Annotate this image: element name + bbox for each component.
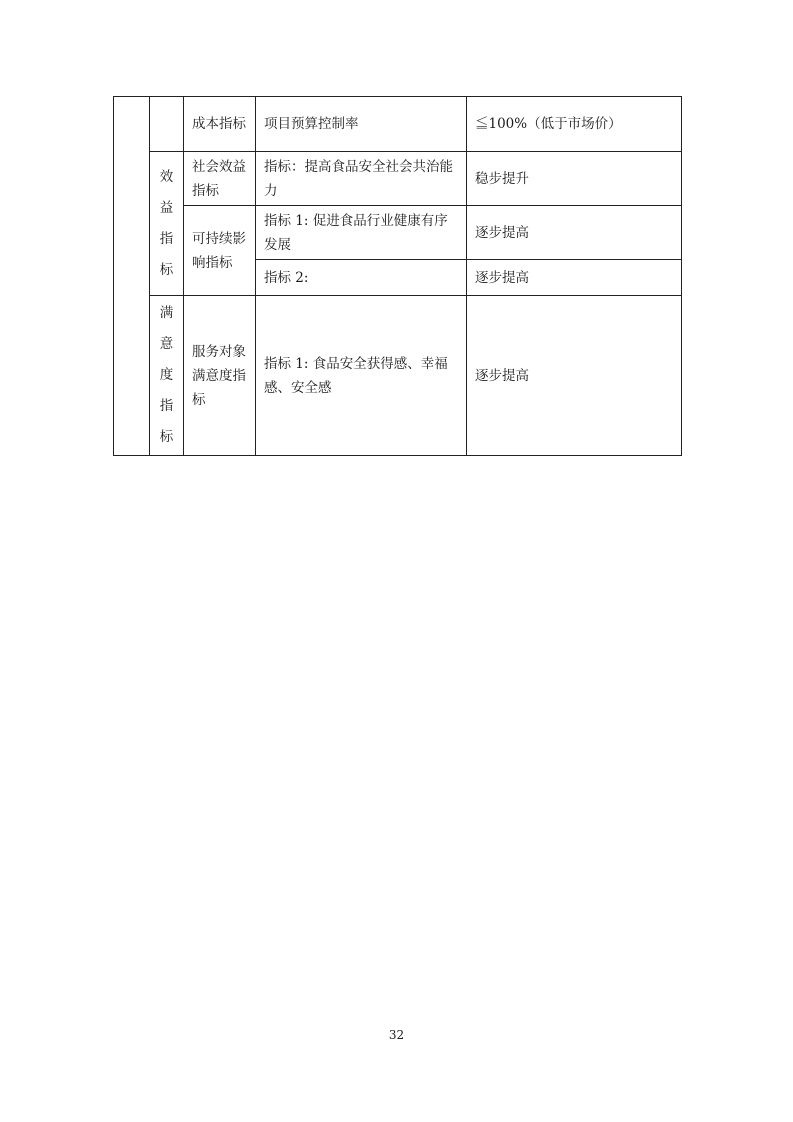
target-value-cell: 稳步提升 — [467, 152, 682, 206]
target-value-cell: ≦100%（低于市场价） — [467, 97, 682, 152]
level1-indicator-cell — [114, 97, 150, 456]
table-row — [114, 152, 682, 206]
target-value-cell: 逐步提高 — [467, 296, 682, 456]
table-row — [114, 206, 682, 260]
metric-cell: 指标 1: 促进食品行业健康有序发展 — [256, 206, 467, 260]
table-row — [114, 97, 682, 152]
target-value-cell: 逐步提高 — [467, 260, 682, 296]
level3-indicator-cell: 服务对象满意度指标 — [184, 296, 256, 456]
table-row — [114, 296, 682, 456]
metric-cell: 指标：提高食品安全社会共治能力 — [256, 152, 467, 206]
level2-indicator-satisfaction: 满意度指标 — [150, 296, 184, 456]
target-value-cell: 逐步提高 — [467, 206, 682, 260]
level2-indicator-cell — [150, 97, 184, 152]
metric-cell: 项目预算控制率 — [256, 97, 467, 152]
level3-indicator-cell: 成本指标 — [184, 97, 256, 152]
level3-indicator-cell: 可持续影响指标 — [184, 206, 256, 296]
level2-indicator-benefit: 效益指标 — [150, 152, 184, 296]
metric-cell: 指标 2: — [256, 260, 467, 296]
page-number: 32 — [388, 1028, 405, 1042]
performance-indicator-table — [113, 96, 682, 456]
level3-indicator-cell: 社会效益指标 — [184, 152, 256, 206]
metric-cell: 指标 1: 食品安全获得感、幸福感、安全感 — [256, 296, 467, 456]
